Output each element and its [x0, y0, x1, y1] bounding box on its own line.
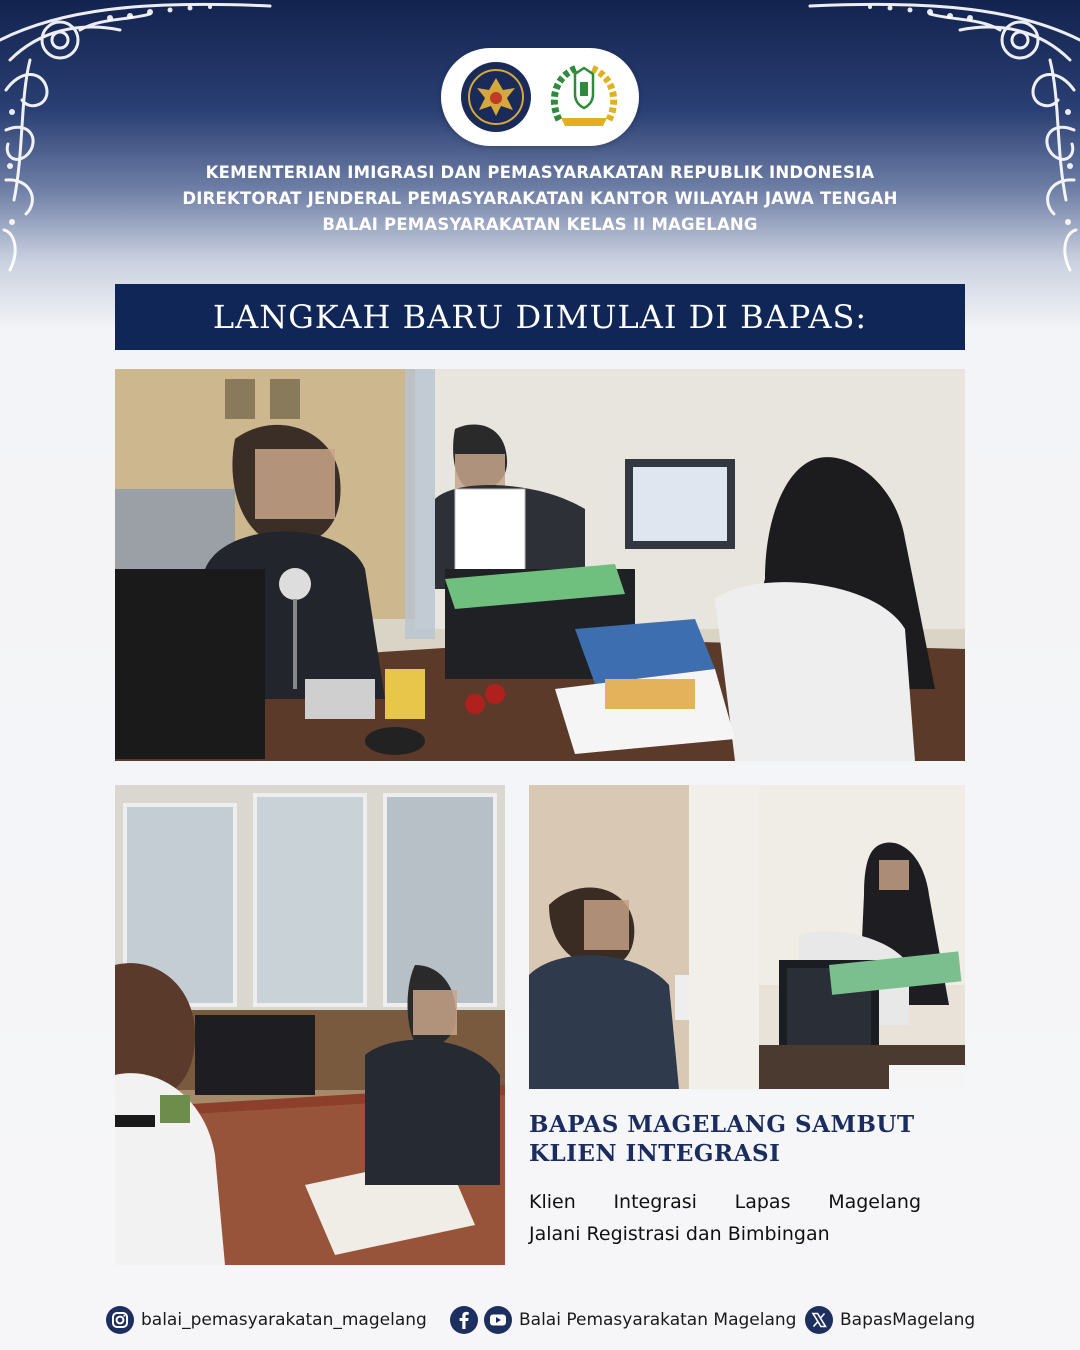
article-title-line: KLIEN INTEGRASI [529, 1140, 781, 1167]
photo-counselling-session [115, 785, 505, 1265]
article-title [529, 1110, 949, 1168]
x-handle: BapasMagelang [840, 1310, 976, 1330]
facebook-youtube-name: Balai Pemasyarakatan Magelang [519, 1310, 797, 1330]
article-subtitle-word: Integrasi [613, 1191, 697, 1213]
article-subtitle-line: Jalani Registrasi dan Bimbingan [529, 1223, 830, 1245]
x-link[interactable] [804, 1304, 975, 1336]
org-line-office: BALAI PEMASYARAKATAN KELAS II MAGELANG [322, 215, 758, 234]
article-subtitle [529, 1186, 921, 1250]
corner-ornament-right [800, 0, 1080, 280]
org-line-directorate: DIREKTORAT JENDERAL PEMASYARAKATAN KANTOR WILAYAH JAWA TENGAH [182, 189, 898, 208]
instagram-link[interactable] [105, 1304, 427, 1336]
headline-text: LANGKAH BARU DIMULAI DI BAPAS: [212, 298, 868, 336]
photo-registration-counter [529, 785, 965, 1089]
x-icon [804, 1305, 834, 1335]
instagram-handle: balai_pemasyarakatan_magelang [141, 1310, 427, 1330]
article-subtitle-word: Lapas [734, 1191, 791, 1213]
org-line-ministry: KEMENTERIAN IMIGRASI DAN PEMASYARAKATAN REPUBLIK INDONESIA [205, 163, 875, 182]
social-footer [0, 1300, 1080, 1340]
corner-ornament-left [0, 0, 280, 280]
headline-banner [115, 284, 965, 350]
article-subtitle-word: Klien [529, 1191, 576, 1213]
organization-header [0, 160, 1080, 238]
logo-pill [441, 48, 639, 146]
photo-registration-desk [115, 369, 965, 761]
instagram-icon [105, 1305, 135, 1335]
pemasyarakatan-logo [547, 60, 621, 134]
article-title-line: BAPAS MAGELANG SAMBUT [529, 1111, 915, 1138]
article-subtitle-word: Magelang [828, 1191, 921, 1213]
facebook-icon [449, 1305, 479, 1335]
facebook-youtube-link[interactable] [449, 1304, 796, 1336]
ministry-emblem-logo [459, 60, 533, 134]
youtube-icon [483, 1305, 513, 1335]
